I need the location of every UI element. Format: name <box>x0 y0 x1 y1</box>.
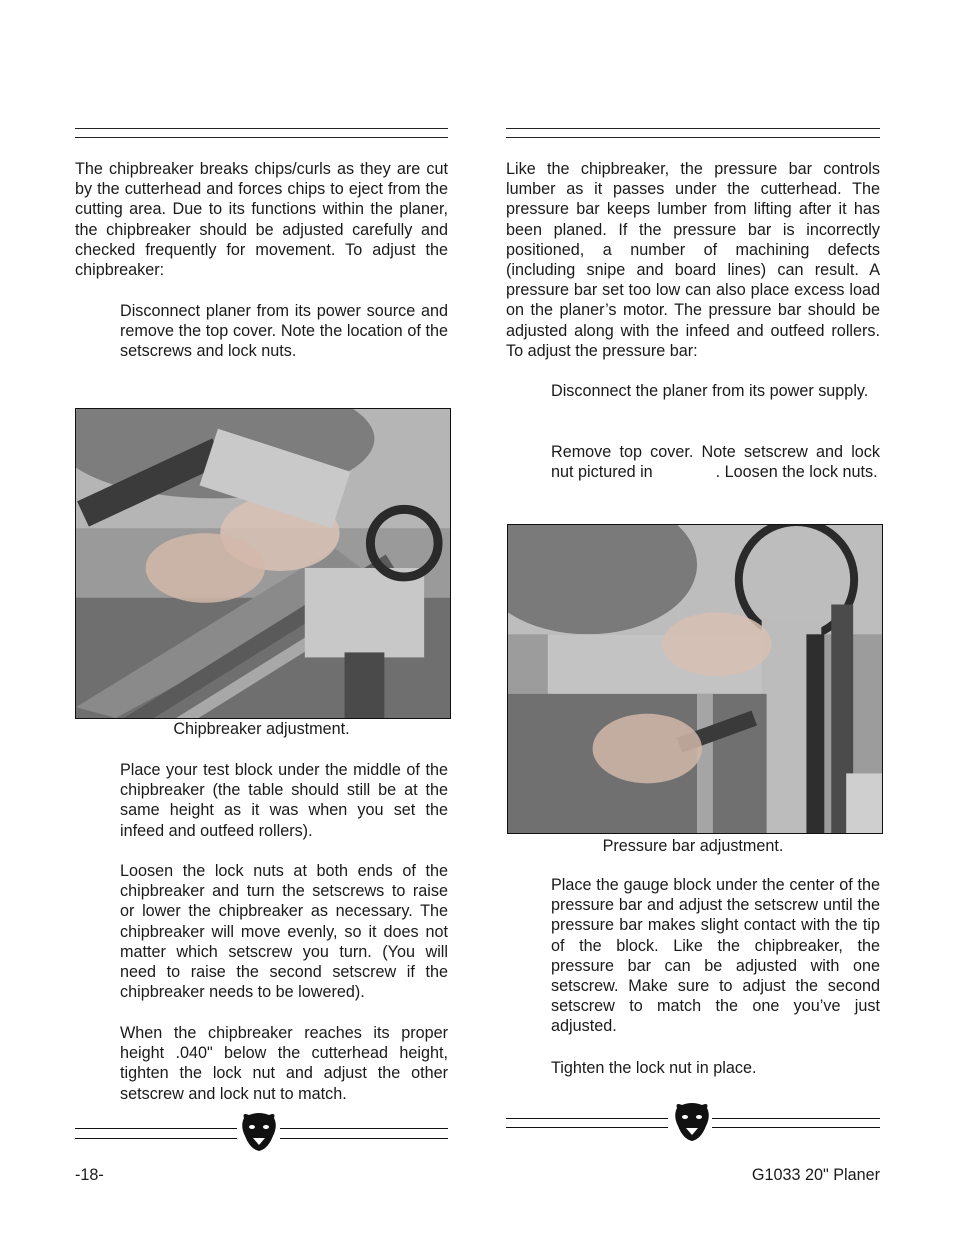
pressure-bar-step-4: Tighten the lock nut in place. <box>551 1059 757 1077</box>
pressure-bar-step-1: Disconnect the planer from its power supply. <box>551 382 869 400</box>
footer-rule-right-b <box>506 1127 668 1128</box>
bear-logo-icon <box>240 1112 278 1152</box>
chipbreaker-step-4: When the chipbreaker reaches its proper height .040" below the cutterhead height, tighten the lock nut and adjust the other setscrew and lock nut to match. <box>120 1024 448 1103</box>
footer-rule-left-d <box>280 1138 448 1139</box>
footer-rule-right-c <box>712 1118 880 1119</box>
section-rule-bottom <box>75 137 448 138</box>
pressure-bar-step-2: Remove top cover. Note setscrew and lock nut pictured in . Loosen the lock nuts. <box>551 443 885 482</box>
page-number: -18- <box>75 1166 104 1184</box>
chipbreaker-photo <box>75 408 451 719</box>
footer-rule-right-d <box>712 1127 880 1128</box>
chipbreaker-step-3: Loosen the lock nuts at both ends of the chipbreaker and turn the setscrews to raise or lower the chipbreaker as necessary. The chipbreaker will move evenly, so it does not matter which setscrew you turn. (You will need to raise the second setscrew if the chipbreaker needs to be lowered). <box>120 862 448 1002</box>
pressure-bar-caption: Pressure bar adjustment. <box>602 837 784 855</box>
footer-rule-left-a <box>75 1128 237 1129</box>
manual-title: G1033 20" Planer <box>751 1166 880 1184</box>
chipbreaker-step-2: Place your test block under the middle of the chipbreaker (the table should still be at the same height as it was when you set the infeed and outfeed rollers). <box>120 761 448 840</box>
chipbreaker-intro: The chipbreaker breaks chips/curls as they are cut by the cutterhead and forces chips to eject from the cutting area. Due to its functions within the planer, the chipbreaker should be adjusted carefully and checked frequently for movement. To adjust the chipbreaker: <box>75 160 448 280</box>
footer-rule-left-c <box>280 1128 448 1129</box>
bear-logo-icon-right <box>673 1102 711 1142</box>
chipbreaker-step-1: Disconnect planer from its power source and remove the top cover. Note the location of the setscrews and lock nuts. <box>120 302 448 361</box>
section-rule-top-right <box>506 128 880 129</box>
pressure-bar-photo <box>507 524 883 834</box>
footer-rule-left-b <box>75 1138 237 1139</box>
footer-rule-right-a <box>506 1118 668 1119</box>
section-rule-top <box>75 128 448 129</box>
section-rule-bottom-right <box>506 137 880 138</box>
chipbreaker-caption: Chipbreaker adjustment. <box>173 720 350 738</box>
pressure-bar-step-3: Place the gauge block under the center of the pressure bar and adjust the setscrew until the pressure bar makes slight contact with the tip of the block. Like the chipbreaker, the pressure bar can be adjusted with one setscrew. Make sure to adjust the second setscrew to match the one you’ve just adjusted. <box>551 876 880 1036</box>
pressure-bar-intro: Like the chipbreaker, the pressure bar controls lumber as it passes under the cutterhead. The pressure bar keeps lumber from lifting after it has been planed. If the pressure bar is incorrectly positioned, a number of machining defects (including snipe and board lines) can result. A pressure bar set too low can also place excess load on the planer’s motor. The pressure bar should be adjusted along with the infeed and outfeed rollers. To adjust the pressure bar: <box>506 160 880 360</box>
